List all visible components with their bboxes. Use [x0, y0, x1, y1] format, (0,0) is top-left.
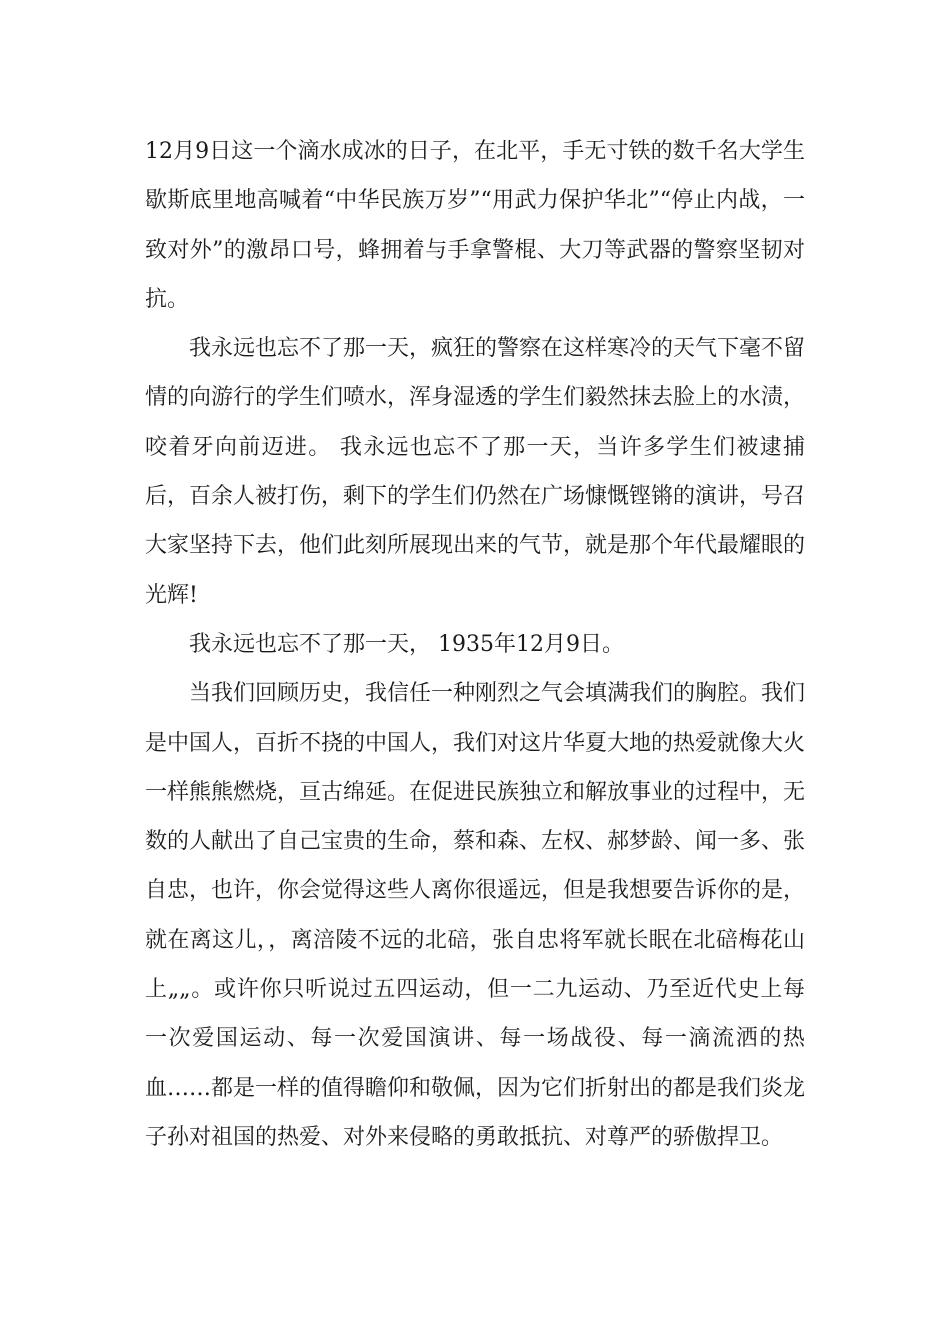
- paragraph-2: 我永远也忘不了那一天，疯狂的警察在这样寒冷的天气下毫不留情的向游行的学生们喷水，浑身湿透的学生们毅然抹去脸上的水渍，咬着牙向前迈进。 我永远也忘不了那一天，当许多学生们被逮捕后，百余人被打伤，剩下的学生们仍然在广场慷慨铿锵的演讲，号召大家坚持下去，他们此刻所展现出来的气节，就是那个年代最耀眼的光辉!: [145, 336, 806, 608]
- document-body: [145, 127, 805, 1162]
- paragraph-1: 12月9日这一个滴水成冰的日子，在北平，手无寸铁的数千名大学生歇斯底里地高喊着“中华民族万岁”“用武力保护华北”“停止内战，一致对外”的激昂口号，蜂拥着与手拿警棍、大刀等武器的警察坚韧对抗。: [145, 139, 805, 312]
- paragraph-3: 我永远也忘不了那一天， 1935年12月9日。: [189, 631, 624, 657]
- paragraph-4: 当我们回顾历史，我信任一种刚烈之气会填满我们的胸腔。我们是中国人，百折不挠的中国人，我们对这片华夏大地的热爱就像大火一样熊熊燃烧，亘古绵延。在促进民族独立和解放事业的过程中，无数的人献出了自己宝贵的生命，蔡和森、左权、郝梦龄、闻一多、张自忠，也许，你会觉得这些人离你很遥远，但是我想要告诉你的是，就在离这儿，，离涪陵不远的北碚，张自忠将军就长眠在北碚梅花山上„„。或许你只听说过五四运动，但一二九运动、乃至近代史上每一次爱国运动、每一次爱国演讲、每一场战役、每一滴流洒的热血……都是一样的值得瞻仰和敬佩，因为它们折射出的都是我们炎龙子孙对祖国的热爱、对外来侵略的勇敢抵抗、对尊严的骄傲捍卫。: [145, 681, 806, 1150]
